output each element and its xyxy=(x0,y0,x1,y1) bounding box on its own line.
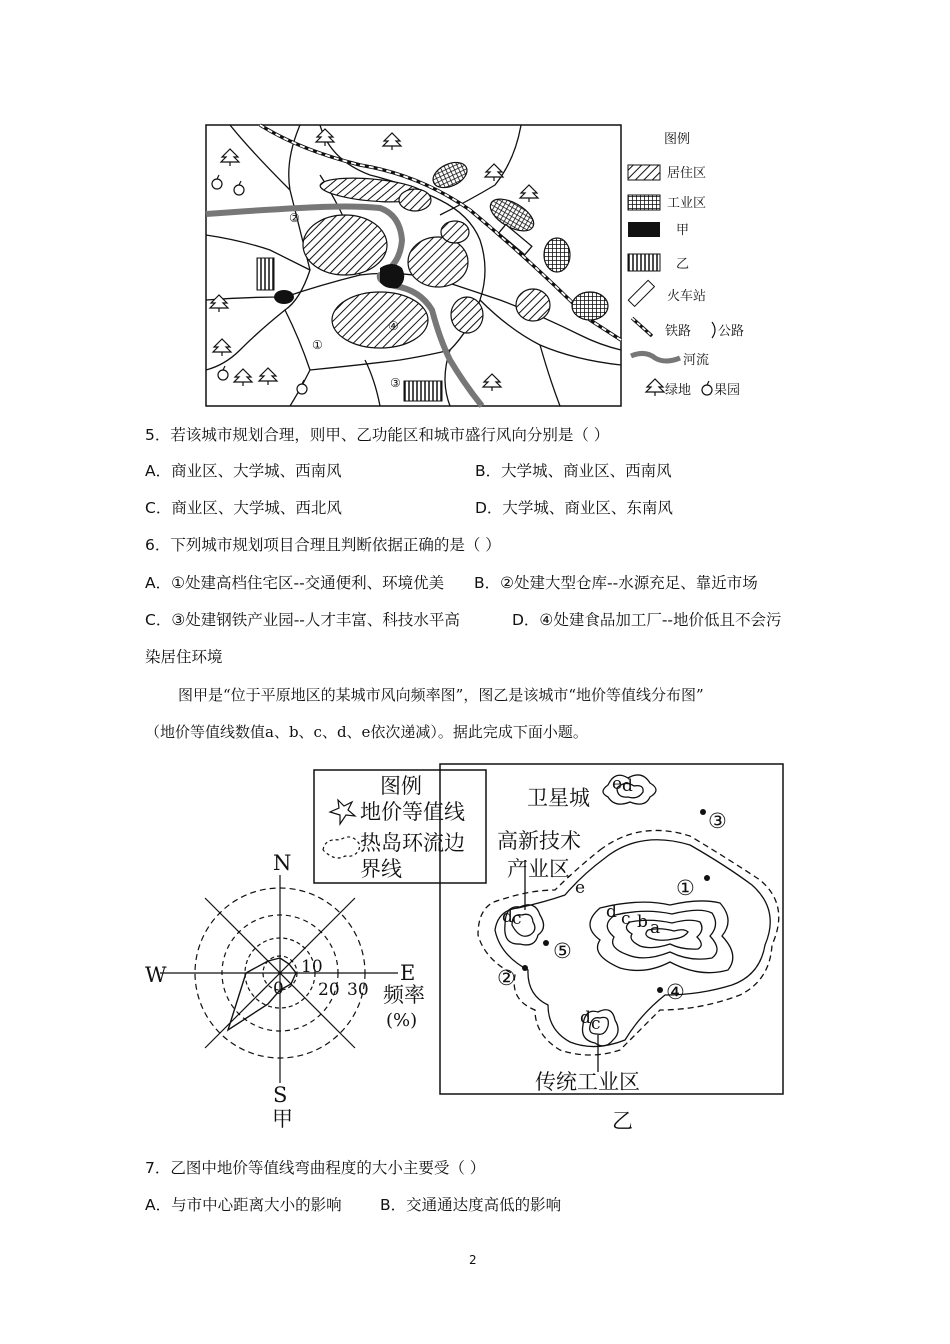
svg-text:卫星城: 卫星城 xyxy=(527,786,590,810)
svg-text:频率: 频率 xyxy=(383,983,425,1007)
area-jia-small xyxy=(274,290,294,304)
svg-text:热岛环流边: 热岛环流边 xyxy=(360,831,465,855)
q7-option-a: A．与市中心距离大小的影响 xyxy=(145,1196,342,1214)
svg-text:④: ④ xyxy=(666,980,685,1004)
svg-text:甲: 甲 xyxy=(272,1107,293,1131)
svg-text:0: 0 xyxy=(273,979,284,999)
svg-text:10: 10 xyxy=(301,957,323,977)
q7-stem: 7．乙图中地价等值线弯曲程度的大小主要受（ ） xyxy=(145,1159,486,1177)
page-number: 2 xyxy=(469,1253,477,1267)
svg-text:③: ③ xyxy=(708,809,727,833)
q6-option-c: C．③处建钢铁产业园--人才丰富、科技水平高 xyxy=(145,611,460,629)
svg-text:c: c xyxy=(512,909,522,929)
q6-option-b: B．②处建大型仓库--水源充足、靠近市场 xyxy=(474,574,758,592)
svg-text:③: ③ xyxy=(390,376,401,390)
svg-text:河流: 河流 xyxy=(683,353,710,368)
svg-text:火车站: 火车站 xyxy=(667,289,707,304)
q6-option-d: D．④处建食品加工厂--地价低且不会污 xyxy=(512,611,782,629)
svg-text:图例: 图例 xyxy=(664,132,691,147)
svg-text:乙: 乙 xyxy=(612,1109,633,1133)
area-yi-2 xyxy=(404,381,442,401)
svg-text:c: c xyxy=(591,1014,601,1034)
fig2-wind-and-landprice xyxy=(0,750,950,1140)
svg-text:S: S xyxy=(273,1083,288,1107)
svg-text:图例: 图例 xyxy=(380,774,422,798)
svg-text:d: d xyxy=(606,902,617,922)
svg-text:20: 20 xyxy=(318,980,340,1000)
q5-option-b: B．大学城、商业区、西南风 xyxy=(475,462,672,480)
city-planning-map xyxy=(0,0,950,420)
area-yi-1 xyxy=(257,258,274,290)
area-jia xyxy=(380,264,404,288)
svg-text:公路: 公路 xyxy=(718,324,745,339)
svg-text:传统工业区: 传统工业区 xyxy=(535,1070,640,1094)
svg-text:e: e xyxy=(612,774,623,794)
svg-text:④: ④ xyxy=(388,319,399,333)
q5-stem: 5．若该城市规划合理，则甲、乙功能区和城市盛行风向分别是（ ） xyxy=(145,426,610,444)
svg-text:e: e xyxy=(575,878,586,898)
q5-option-d: D．大学城、商业区、东南风 xyxy=(475,499,673,517)
svg-text:①: ① xyxy=(676,876,695,900)
svg-text:绿地: 绿地 xyxy=(665,383,692,398)
svg-text:居住区: 居住区 xyxy=(667,166,707,181)
svg-text:(%): (%) xyxy=(386,1010,418,1031)
q6-stem: 6．下列城市规划项目合理且判断依据正确的是（ ） xyxy=(145,536,501,554)
svg-text:c: c xyxy=(621,909,631,929)
svg-text:d: d xyxy=(502,907,513,927)
q5-option-a: A．商业区、大学城、西南风 xyxy=(145,462,342,480)
svg-text:高新技术: 高新技术 xyxy=(497,829,581,853)
svg-text:铁路: 铁路 xyxy=(665,324,692,339)
svg-text:30: 30 xyxy=(347,980,369,1000)
svg-text:d: d xyxy=(580,1008,591,1028)
q7-option-b: B．交通通达度高低的影响 xyxy=(380,1196,562,1214)
svg-text:地价等值线: 地价等值线 xyxy=(360,800,465,824)
svg-text:②: ② xyxy=(289,211,300,225)
svg-text:②: ② xyxy=(497,966,516,990)
q5-option-c: C．商业区、大学城、西北风 xyxy=(145,499,342,517)
q6-option-a: A．①处建高档住宅区--交通便利、环境优美 xyxy=(145,574,445,592)
svg-text:①: ① xyxy=(312,338,323,352)
map1-legend xyxy=(628,132,744,398)
svg-text:a: a xyxy=(650,918,661,938)
svg-text:⑤: ⑤ xyxy=(553,939,572,963)
intro-line-2: （地价等值线数值a、b、c、d、e依次递减）。据此完成下面小题。 xyxy=(145,723,588,741)
svg-text:W: W xyxy=(145,963,167,987)
svg-text:d: d xyxy=(622,776,633,796)
svg-text:E: E xyxy=(400,961,416,985)
svg-text:界线: 界线 xyxy=(360,857,402,881)
intro-line-1: 图甲是“位于平原地区的某城市风向频率图”，图乙是该城市“地价等值线分布图” xyxy=(178,686,704,704)
svg-text:甲: 甲 xyxy=(676,223,690,238)
svg-text:b: b xyxy=(637,912,648,932)
svg-text:乙: 乙 xyxy=(676,257,690,272)
wind-frequency-polygon xyxy=(228,958,296,1030)
q6-option-d-cont: 染居住环境 xyxy=(145,648,223,666)
svg-text:工业区: 工业区 xyxy=(667,196,707,211)
svg-text:N: N xyxy=(273,851,292,875)
svg-text:产业区: 产业区 xyxy=(507,857,570,881)
svg-text:果园: 果园 xyxy=(714,383,741,398)
